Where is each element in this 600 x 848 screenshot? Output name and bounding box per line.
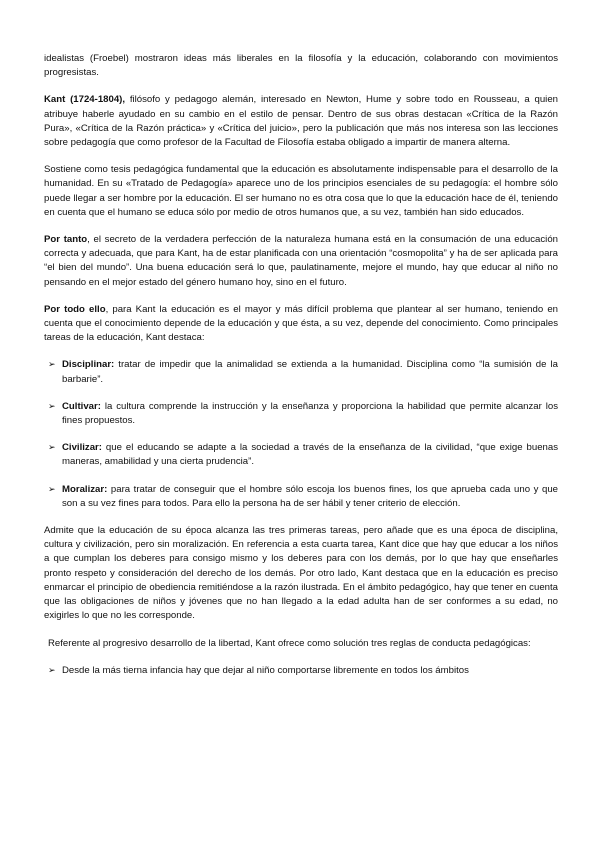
paragraph-intro: idealistas (Froebel) mostraron ideas más liberales en la filosofía y la educación, colaborando con movimientos progresistas.: [44, 53, 558, 79]
list-item-moralizar: ➢ Moralizar: para tratar de conseguir que el hombre sólo escoja los buenos fines, los que aprueba cada uno y que son a su vez fines para todos. Para ello la persona ha de ser hábil y tener criterio de elección.: [48, 483, 558, 511]
arrow-bullet-icon: ➢: [48, 484, 56, 495]
paragraph-libertad: Referente al progresivo desarrollo de la libertad, Kant ofrece como solución tres reglas de conducta pedagógicas:: [48, 637, 531, 649]
arrow-bullet-icon: ➢: [48, 665, 56, 676]
list-item-cultivar: ➢ Cultivar: la cultura comprende la instrucción y la enseñanza y proporciona la habilidad que permite alcanzar los fines propuestos.: [48, 400, 558, 428]
paragraph-por-tanto: Por tanto, el secreto de la verdadera perfección de la naturaleza humana está en la consumación de una educación correcta y adecuada, que para Kant, ha de estar planificada con una orientación “cosmopolita” y ha de ser aplicada para “el bien del mundo”. Una buena educación será lo que, paulatinamente, mejore el mundo, hay que educar al niño no pensando en el mejor estado del género humano hoy, sino en el futuro.: [44, 234, 558, 288]
paragraph-por-todo-ello: Por todo ello, para Kant la educación es el mayor y más difícil problema que plantear al ser humano, teniendo en cuenta que el conocimiento depende de la educación y que ésta, a su vez, depende del conocimiento. Como principales tareas de la educación, Kant destaca:: [44, 303, 558, 344]
document-page: [44, 52, 558, 678]
paragraph-thesis: Sostiene como tesis pedagógica fundamental que la educación es absolutamente indispensable para el desarrollo de la humanidad. En su «Tratado de Pedagogía» aparece uno de los principios esenciales de su pedagogía: el hombre sólo puede llegar a ser hombre por la educación. El ser humano no es otra cosa que lo que la educación hace de él, teniendo en cuenta que el humano se educa sólo por medio de otros humanos que, a su vez, también han sido educados.: [44, 164, 558, 218]
list-item-rule: ➢ Desde la más tierna infancia hay que dejar al niño comportarse libremente en todos los ámbitos: [48, 664, 558, 678]
list-item-disciplinar: ➢ Disciplinar: tratar de impedir que la animalidad se extienda a la humanidad. Disciplina como “la sumisión de la barbarie”.: [48, 358, 558, 386]
paragraph-admite: Admite que la educación de su época alcanza las tres primeras tareas, pero añade que es una época de disciplina, cultura y civilización, pero sin moralización. En referencia a esta cuarta tarea, Kant dice que hay que educar a los niños a que cumplan los deberes para consigo mismo y los deberes para con los demás, por lo que hay que enseñarles pronto respeto y consideración del derecho de los demás. Por otro lado, Kant destaca que en la educación es preciso enmarcar el principio de obediencia remitiéndose a la razón ilustrada. En el ámbito pedagógico, hay que tener en cuenta que las obligaciones de niños y jóvenes que no han llegado a la edad adulta han de ser conformes a su edad, no exigirles lo que no les corresponde.: [44, 525, 558, 622]
arrow-bullet-icon: ➢: [48, 443, 56, 454]
paragraph-kant: Kant (1724-1804), filósofo y pedagogo alemán, interesado en Newton, Hume y sobre todo en Rousseau, a quien atribuye haberle ayudado en su cambio en el estilo de pensar. Dentro de sus obras destacan «Crítica de la Razón Pura», «Crítica de la Razón práctica» y «Crítica del juicio», pero la publicación que más nos interesa son las lecciones sobre pedagogía que como profesor de la Facultad de Filosofía estaba obligado a impartir de manera alterna.: [44, 94, 558, 149]
list-item-civilizar: ➢ Civilizar: que el educando se adapte a la sociedad a través de la enseñanza de la civilidad, “que exige buenas maneras, amabilidad y una cierta prudencia”.: [48, 441, 558, 469]
arrow-bullet-icon: ➢: [48, 401, 56, 412]
kant-heading: Kant (1724-1804),: [44, 94, 126, 106]
arrow-bullet-icon: ➢: [48, 360, 56, 371]
